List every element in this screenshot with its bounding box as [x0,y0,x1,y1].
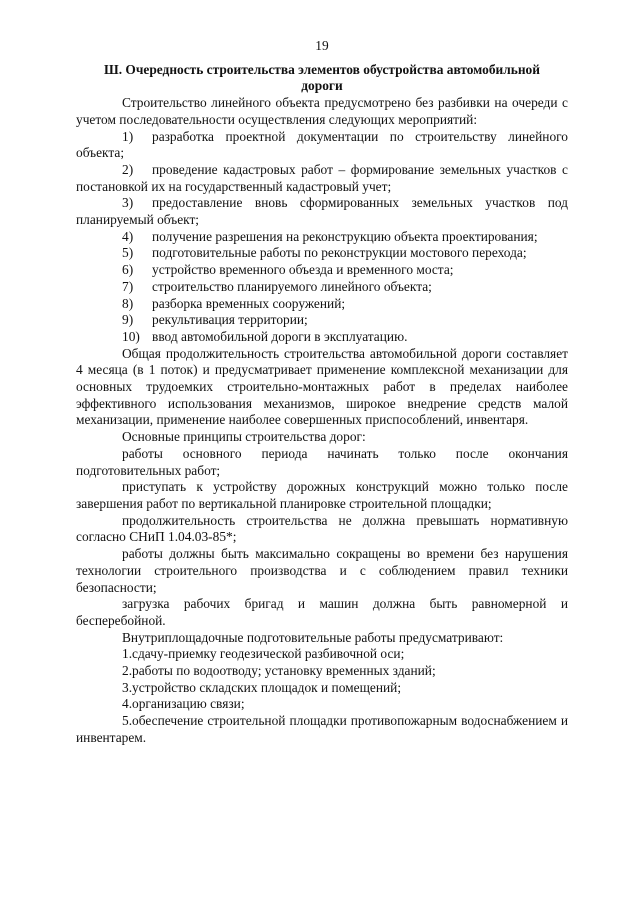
list-item [76,312,568,329]
list-item-number: 6) [122,262,134,278]
list-item-text: подготовительные работы по реконструкции мостового перехода; [152,245,527,261]
section-title-line-2: дороги [301,78,343,94]
list-item-text: разработка проектной документации по строительству линейного объекта; [76,128,568,161]
list-item-text: предоставление вновь сформированных земельных участков под планируемый объект; [76,195,568,228]
list-item-text: получение разрешения на реконструкцию объекта проектирования; [152,228,538,244]
principle-item: продолжительность строительства не должна превышать нормативную согласно СНиП 1.04.03-85*; [76,512,568,545]
site-works-heading: Внутриплощадочные подготовительные работы предусматривают: [122,629,504,645]
site-work-item: 2.работы по водоотводу; установку временных зданий; [122,663,436,679]
list-item-number: 1) [122,128,134,144]
site-work-item: 4.организацию связи; [122,696,245,712]
list-item [76,162,568,195]
site-work-item: 3.устройство складских площадок и помещений; [122,679,402,695]
principle-item: работы должны быть максимально сокращены во времени без нарушения технологии строительного производства и с соблюдением правил техники безопасности; [76,546,568,595]
list-item-number: 9) [122,312,134,328]
list-item-number: 7) [122,278,134,294]
section-title [76,62,568,95]
principle-item: загрузка рабочих бригад и машин должна быть равномерной и бесперебойной. [76,596,568,628]
list-item [76,329,568,346]
site-work-item: 5.обеспечение строительной площадки противопожарным водоснабжением и инвентарем. [76,713,568,745]
principles-heading: Основные принципы строительства дорог: [122,429,366,445]
list-item-text: проведение кадастровых работ – формирование земельных участков с постановкой их на государственный кадастровый учет; [76,161,568,194]
list-item-number: 5) [122,245,134,261]
site-work-item: 1.сдачу-приемку геодезической разбивочной оси; [122,646,405,662]
list-item-number: 4) [122,228,134,244]
list-item [76,279,568,296]
list-item [76,229,568,246]
list-item-text: рекультивация территории; [152,312,308,328]
site-works-list [76,646,568,746]
list-item-number: 2) [122,161,134,177]
list-item [76,296,568,313]
principles-list [76,446,568,630]
list-item-text: ввод автомобильной дороги в эксплуатацию. [152,328,408,344]
list-item-number: 3) [122,195,134,211]
list-item-number: 8) [122,295,134,311]
measures-list [76,129,568,346]
list-item-number: 10) [122,328,140,344]
list-item [76,195,568,228]
document-page [76,38,568,747]
list-item-text: строительство планируемого линейного объекта; [152,278,432,294]
page-number: 19 [315,38,329,53]
list-item [76,129,568,162]
principle-item: работы основного периода начинать только после окончания подготовительных работ; [76,445,568,478]
section-title-line-1: Ш. Очередность строительства элементов обустройства автомобильной [104,61,540,77]
list-item [76,262,568,279]
list-item-text: разборка временных сооружений; [152,295,346,311]
intro-paragraph: Строительство линейного объекта предусмотрено без разбивки на очереди с учетом последовательности осуществления следующих мероприятий: [76,95,568,127]
duration-paragraph: Общая продолжительность строительства автомобильной дороги составляет 4 месяца (в 1 поток) и предусматривает применение комплексной механизации для основных трудоемких строительно-монтажных работ в пределах наиболее эффективного использования механизмов, широкое внедрение средств малой механизации, применение наиболее совершенных приспособлений, инвентаря. [76,345,568,428]
list-item [76,245,568,262]
principle-item: приступать к устройству дорожных конструкций можно только после завершения работ по вертикальной планировке строительной площадки; [76,479,568,511]
list-item-text: устройство временного объезда и временного моста; [152,262,454,278]
